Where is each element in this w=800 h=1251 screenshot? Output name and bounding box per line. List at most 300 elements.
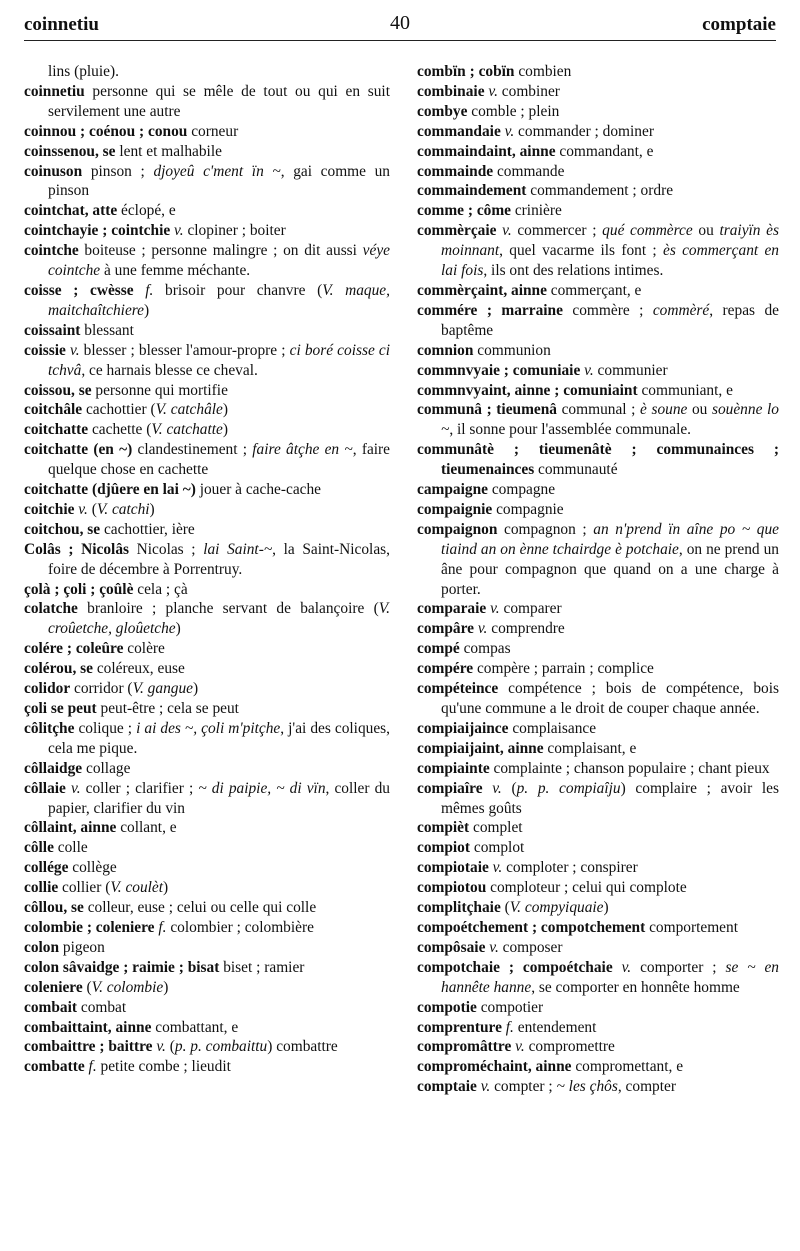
dictionary-entry [24, 759, 390, 779]
definition-text: compas [459, 640, 511, 658]
headword: comnion [417, 341, 474, 359]
dictionary-entry [417, 1037, 779, 1057]
headword: colombie ; coleniere [24, 918, 155, 936]
headword: colidor [24, 680, 71, 698]
headword: combye [417, 102, 468, 120]
definition-text: , gai comme un pinson [48, 162, 391, 200]
dictionary-entry [24, 341, 390, 381]
dictionary-entry [24, 221, 390, 241]
dictionary-entry [24, 500, 390, 520]
dictionary-entry [24, 400, 390, 420]
dictionary-entry [24, 659, 390, 679]
dictionary-entry [417, 181, 779, 201]
dictionary-entry [24, 540, 390, 580]
definition-text: cela ; çà [133, 580, 188, 598]
headword: compiotou [417, 879, 487, 897]
header-rule [24, 40, 776, 41]
definition-text: combattant, e [151, 1018, 239, 1036]
dictionary-entry [417, 142, 779, 162]
definition-text: biset ; ramier [219, 958, 305, 976]
headword: côlle [24, 839, 54, 857]
definition-text: comporter ; [631, 958, 726, 976]
example-text: v. [78, 500, 88, 518]
definition-text: ( [87, 500, 97, 518]
definition-text: combiner [497, 82, 560, 100]
example-text: v. [504, 122, 515, 140]
dictionary-entry [417, 818, 779, 838]
dictionary-entry [24, 958, 390, 978]
definition-text: compromettre [524, 1038, 615, 1056]
definition-text: ou [692, 222, 720, 240]
dictionary-entry [24, 142, 390, 162]
definition-text: colère [123, 640, 165, 658]
headword: coitchatte (en ~) [24, 441, 133, 459]
definition-text: coléreux, euse [92, 660, 185, 678]
example-text: V. maque, maitchaîtchiere [48, 281, 390, 319]
example-text: V. compyiquaie [509, 899, 604, 917]
definition-text: , compter [617, 1078, 676, 1096]
definition-text: cachottier ( [82, 401, 156, 419]
definition-text: , il sonne pour l'assemblée communale. [449, 421, 692, 439]
headword: colon sâvaidge ; raimie ; bisat [24, 958, 220, 976]
headword: compére [417, 660, 474, 678]
definition-text: personne qui mortifie [91, 381, 228, 399]
example-text: qué commèrce [602, 222, 693, 240]
dictionary-entry [24, 978, 390, 998]
example-text: faire âtçhe en ~ [252, 441, 353, 459]
example-text: v. [477, 620, 488, 638]
headword: coissie [24, 341, 66, 359]
example-text: v. [70, 341, 80, 359]
dictionary-entry [417, 659, 779, 679]
example-text: v. [174, 222, 184, 240]
dictionary-entry [417, 341, 779, 361]
headword: compièt [417, 819, 470, 837]
definition-text: corneur [187, 122, 239, 140]
definition-text: ) [222, 421, 229, 439]
example-text: V. catchatte [151, 421, 223, 439]
definition-text: à une femme méchante. [100, 262, 251, 280]
headword: coinnou ; coénou ; conou [24, 122, 188, 140]
example-text: souènne lo ~ [441, 401, 779, 439]
page-number: 40 [390, 12, 410, 34]
dictionary-entry [24, 898, 390, 918]
headword: colon [24, 938, 60, 956]
dictionary-entry [417, 719, 779, 739]
definition-text: clandestinement ; [132, 441, 253, 459]
headword: compé [417, 640, 460, 658]
dictionary-entry [417, 281, 779, 301]
headword: combaittre ; baittre [24, 1038, 153, 1056]
definition-text: colle [53, 839, 88, 857]
dictionary-entry [24, 580, 390, 600]
headword: comptaie [417, 1078, 477, 1096]
definition-text: compter ; [490, 1078, 557, 1096]
dictionary-entry [24, 599, 390, 639]
example-text: è soune [640, 401, 688, 419]
dictionary-entry [24, 918, 390, 938]
dictionary-entry [417, 1018, 779, 1038]
dictionary-entry [417, 918, 779, 938]
headword: compotie [417, 998, 477, 1016]
example-text: V. croûetche, gloûetche [48, 600, 390, 638]
dictionary-entry [417, 480, 779, 500]
headword: coinssenou, se [24, 142, 116, 160]
definition-text: , coller du papier, clarifier du vin [48, 779, 390, 817]
definition-text: , la Saint-Nicolas, foire de décembre à Porrentruy. [48, 540, 390, 578]
dictionary-entry [417, 779, 779, 819]
definition-text: ( [165, 1038, 175, 1056]
definition-text: comparer [499, 600, 562, 618]
headword: compoétchement ; compotchement [417, 918, 646, 936]
example-text: ~ di paipie, ~ di vïn [198, 779, 326, 797]
headword: compiaijaint, ainne [417, 739, 544, 757]
definition-text: , j'ai des coliques, cela me pique. [48, 719, 391, 757]
dictionary-entry [24, 938, 390, 958]
headword: compiotaie [417, 859, 489, 877]
headword: compiainte [417, 759, 490, 777]
headword: comparaie [417, 600, 487, 618]
dictionary-entry [24, 162, 390, 202]
definition-text: communion [473, 341, 551, 359]
dictionary-entry [417, 162, 779, 182]
definition-text: comprendre [487, 620, 565, 638]
definition-text: colombier ; colombière [166, 918, 314, 936]
example-text: p. p. combaittu [174, 1038, 268, 1056]
definition-text: ( [82, 978, 92, 996]
dictionary-entry [417, 938, 779, 958]
definition-text: commerçant, e [546, 281, 642, 299]
definition-text: ( [500, 899, 510, 917]
definition-text: lent et malhabile [115, 142, 222, 160]
dictionary-entry [24, 122, 390, 142]
dictionary-entry [417, 82, 779, 102]
definition-text: coller ; clarifier ; [80, 779, 199, 797]
example-text: v. [621, 958, 632, 976]
definition-text [483, 780, 493, 797]
headword: côllaint, ainne [24, 819, 117, 837]
headword: coitchou, se [24, 520, 101, 538]
definition-text: ) [149, 500, 155, 518]
example-text: ci boré coisse ci tchvâ [48, 341, 390, 379]
headword: collége [24, 859, 69, 877]
headword: çoli se peut [24, 700, 97, 717]
dictionary-entry [24, 838, 390, 858]
definition-text: commande [493, 162, 565, 180]
definition-text: complaisant, e [543, 739, 637, 757]
headword: commandaie [417, 122, 501, 140]
example-text: f. [158, 918, 167, 936]
dictionary-entry [417, 361, 779, 381]
definition-text [613, 959, 622, 976]
headword: compéteince [417, 680, 499, 698]
headword: compaignon [417, 520, 498, 538]
definition-text: comploteur ; celui qui complote [486, 879, 687, 897]
header-last-entry: comptaie [702, 14, 776, 35]
example-text: v. [502, 222, 512, 240]
dictionary-entry [417, 301, 779, 341]
definition-text: complot [470, 839, 525, 857]
header-first-entry: coinnetiu [24, 14, 99, 35]
headword: coissou, se [24, 381, 92, 399]
dictionary-entry [417, 599, 779, 619]
definition-text: commandement ; ordre [526, 182, 674, 200]
dictionary-entry [24, 420, 390, 440]
headword: coitchie [24, 500, 75, 518]
dictionary-entry [24, 679, 390, 699]
definition-text: combat [77, 998, 127, 1016]
headword: coitchâle [24, 401, 83, 419]
example-text: djoyeû c'ment ïn ~ [153, 162, 281, 180]
headword: compotchaie ; compoétchaie [417, 958, 613, 976]
headword: compiot [417, 839, 471, 857]
example-text: commèré [652, 301, 710, 319]
headword: compiaîre [417, 779, 483, 797]
definition-text: ) [222, 401, 229, 419]
definition-text: , se comporter en honnête homme [531, 978, 740, 996]
headword: collie [24, 879, 59, 897]
dictionary-entry [24, 520, 390, 540]
definition-text: boiteuse ; personne malingre ; on dit aussi [78, 242, 363, 260]
definition-text: ou [687, 401, 712, 419]
example-text: lai Saint-~ [203, 540, 273, 558]
definition-text: complaisance [508, 719, 597, 737]
example-text: f. [505, 1018, 514, 1036]
dictionary-entry [417, 400, 779, 440]
definition-text: , faire quelque chose en cachette [48, 441, 391, 479]
headword: commére ; marraine [417, 301, 563, 319]
definition-text: éclopé, e [117, 202, 176, 220]
definition-text: , repas de baptême [441, 301, 780, 339]
headword: combinaie [417, 82, 485, 100]
definition-text: ( [501, 779, 517, 797]
page-header [24, 8, 776, 38]
headword: coleniere [24, 978, 83, 996]
headword: commèrçaint, ainne [417, 281, 547, 299]
dictionary-entry [417, 440, 779, 480]
example-text: V. coulèt [110, 879, 164, 897]
definition-text: complainte ; chanson populaire ; chant pieux [489, 759, 770, 777]
definition-text: pigeon [59, 938, 105, 956]
headword: cointche [24, 242, 79, 260]
definition-text: blesser ; blesser l'amour-propre ; [79, 341, 290, 359]
dictionary-entry [417, 201, 779, 221]
example-text: f. [145, 281, 154, 299]
dictionary-entry [24, 719, 390, 759]
dictionary-entry [417, 122, 779, 142]
headword: colatche [24, 600, 78, 618]
definition-text: pinson ; [82, 162, 154, 180]
headword: combïn ; cobïn [417, 63, 515, 80]
definition-text: compagnon ; [497, 520, 594, 538]
headword: cointchayie ; cointchie [24, 222, 171, 240]
definition-text [134, 282, 146, 299]
dictionary-entry [417, 102, 779, 122]
headword: colérou, se [24, 660, 93, 678]
headword: combaittaint, ainne [24, 1018, 152, 1036]
dictionary-entry [24, 878, 390, 898]
dictionary-entry [24, 381, 390, 401]
definition-text: , quel vacarme ils font ; [499, 242, 663, 260]
headword: commnvyaint, ainne ; comuniaint [417, 381, 638, 399]
headword: compâre [417, 620, 474, 638]
dictionary-entry [24, 321, 390, 341]
headword: compôsaie [417, 938, 486, 956]
definition-text: complet [469, 819, 523, 837]
dictionary-entry [417, 619, 779, 639]
definition-text: ) [144, 301, 150, 319]
example-text: v. [71, 779, 81, 797]
dictionary-entry [24, 201, 390, 221]
example-text: v. [480, 1078, 491, 1096]
definition-text: , ce harnais blesse ce cheval. [81, 361, 258, 379]
headword: complitçhaie [417, 899, 501, 917]
example-text: v. [489, 938, 499, 956]
dictionary-entry [24, 1037, 390, 1057]
example-text: i ai des ~, çoli m'pitçhe [136, 719, 281, 737]
dictionary-entry [24, 1057, 390, 1077]
definition-text: comble ; plein [467, 102, 560, 120]
definition-text: personne qui se mêle de tout ou qui en suit servilement une autre [48, 82, 390, 120]
dictionary-entry [417, 998, 779, 1018]
example-text: v. [488, 82, 498, 100]
definition-text: cachottier, ière [100, 520, 195, 538]
example-text: ès commerçant en lai fois [441, 242, 779, 280]
headword: Colâs ; Nicolâs [24, 540, 130, 558]
dictionary-entry [417, 500, 779, 520]
example-text: v. [490, 600, 500, 618]
dictionary-entry [24, 779, 390, 819]
dictionary-entry [417, 639, 779, 659]
headword: côllaie [24, 779, 66, 797]
example-text: v. [492, 779, 502, 797]
dictionary-entry [417, 759, 779, 779]
dictionary-entry [24, 998, 390, 1018]
example-text: p. p. compiaîju [516, 779, 621, 797]
definition-text: compagne [487, 481, 556, 499]
definition-text: , on ne prend un âne pour compagnon que quand on a une charge à porter. [441, 540, 779, 598]
definition-text: colique ; [74, 719, 137, 737]
right-column [417, 62, 779, 1097]
definition-text: corridor ( [70, 680, 133, 698]
definition-text: compotier [476, 998, 544, 1016]
definition-text: lins (pluie). [48, 63, 119, 80]
definition-text: ) complaire ; avoir les mêmes goûts [441, 779, 779, 817]
dictionary-entry [24, 858, 390, 878]
dictionary-entry [417, 1057, 779, 1077]
definition-text: compère ; parrain ; complice [473, 660, 654, 678]
definition-text: entendement [513, 1018, 597, 1036]
headword: coissaint [24, 321, 81, 339]
definition-text: ) combattre [267, 1038, 338, 1056]
headword: comproméchaint, ainne [417, 1058, 572, 1076]
definition-text: communiant, e [637, 381, 733, 399]
headword: commnvyaie ; comuniaie [417, 361, 581, 379]
dictionary-entry [24, 82, 390, 122]
definition-text: cachette ( [88, 421, 152, 439]
headword: colére ; coleûre [24, 640, 124, 658]
headword: commaindaint, ainne [417, 142, 556, 160]
dictionary-entry [24, 62, 390, 82]
headword: communâtè ; tieumenâtè ; communainces ; tieumenainces [417, 441, 779, 479]
dictionary-entry [417, 898, 779, 918]
example-text: v. [584, 361, 594, 379]
dictionary-entry [417, 381, 779, 401]
dictionary-entry [24, 818, 390, 838]
definition-text: communauté [534, 461, 618, 479]
headword: coinnetiu [24, 82, 85, 100]
definition-text: jouer à cache-cache [195, 481, 322, 499]
headword: campaigne [417, 481, 488, 499]
headword: communâ ; tieumenâ [417, 401, 557, 419]
dictionary-entry [24, 241, 390, 281]
definition-text: ) [603, 899, 609, 917]
definition-text: blessant [80, 321, 134, 339]
definition-text: petite combe ; lieudit [96, 1058, 231, 1076]
headword: coitchatte (djûere en lai ~) [24, 481, 196, 499]
headword: commèrçaie [417, 222, 497, 240]
definition-text: ) [192, 680, 199, 698]
headword: compiaijaince [417, 719, 509, 737]
dictionary-entry [417, 958, 779, 998]
dictionary-entry [417, 739, 779, 759]
dictionary-entry [417, 838, 779, 858]
definition-text: composer [498, 938, 563, 956]
dictionary-entry [417, 1077, 779, 1097]
definition-text: compromettant, e [571, 1058, 684, 1076]
definition-text: comploter ; conspirer [502, 859, 638, 877]
dictionary-entry [24, 480, 390, 500]
definition-text: , ils ont des relations intimes. [483, 262, 664, 280]
dictionary-entry [417, 62, 779, 82]
headword: côllou, se [24, 899, 84, 917]
definition-text: ) [163, 879, 169, 897]
dictionary-entry [417, 679, 779, 719]
definition-text: communier [593, 361, 668, 379]
dictionary-entry [24, 1018, 390, 1038]
headword: çolà ; çoli ; çoûlè [24, 580, 134, 598]
definition-text: branloire ; planche servant de balançoire ( [77, 600, 379, 618]
example-text: V. catchi [96, 500, 150, 518]
headword: coitchatte [24, 421, 89, 439]
headword: côlitçhe [24, 719, 75, 737]
definition-text: commère ; [562, 301, 653, 319]
headword: côllaidge [24, 759, 83, 777]
example-text: V. gangue [132, 680, 193, 698]
headword: commaindement [417, 182, 527, 200]
definition-text: compagnie [492, 500, 564, 518]
definition-text: collège [68, 859, 117, 877]
example-text: v. [492, 859, 503, 877]
definition-text: collant, e [116, 819, 177, 837]
definition-text: clopiner ; boiter [183, 222, 286, 240]
example-text: v. [156, 1038, 166, 1056]
headword: comme ; côme [417, 202, 511, 220]
definition-text: ) [163, 978, 169, 996]
headword: comprenture [417, 1018, 502, 1036]
example-text: an n'prend ïn aîne po ~ que tiaind an on ènne tchairdge è potchaie [441, 520, 779, 558]
definition-text: commercer ; [511, 222, 603, 240]
headword: coinuson [24, 162, 83, 180]
definition-text: peut-être ; cela se peut [96, 700, 239, 717]
definition-text: collage [82, 759, 131, 777]
headword: combatte [24, 1058, 85, 1076]
example-text: traiyïn ès moinnant [441, 222, 779, 260]
headword: commainde [417, 162, 494, 180]
definition-text: combien [514, 63, 572, 80]
headword: compaignie [417, 500, 493, 518]
dictionary-entry [417, 858, 779, 878]
